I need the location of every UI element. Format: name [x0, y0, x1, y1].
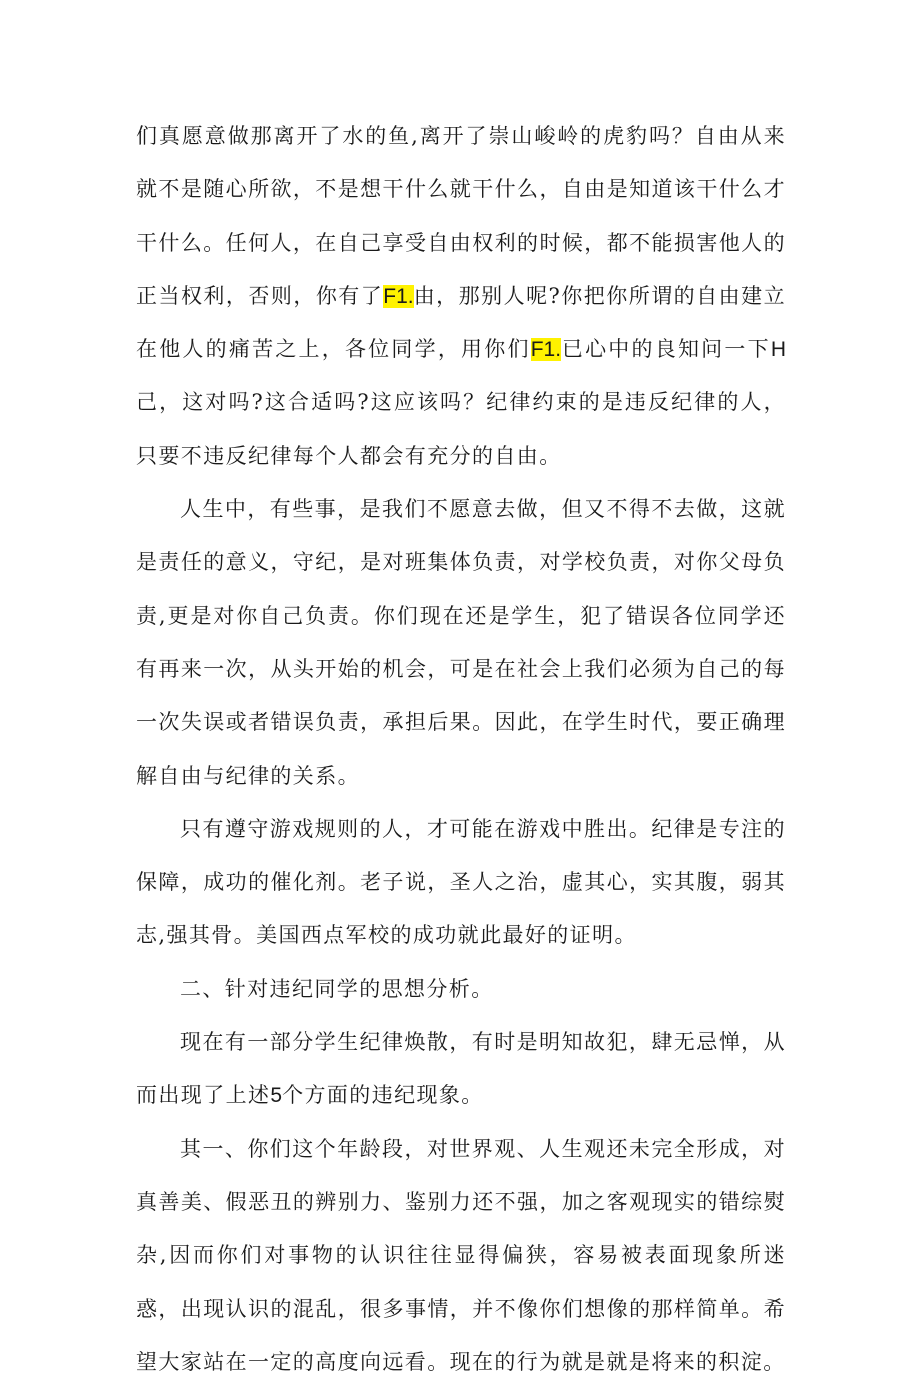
highlighted-artifact: F1. [383, 284, 414, 308]
text-run: 只有遵守游戏规则的人，才可能在游戏中胜出。纪律是专注的保障，成功的催化剂。老子说，圣人之治，虚其心，实其腹，弱其志,强其骨。美国西点军校的成功就此最好的证明。 [136, 816, 786, 948]
highlighted-artifact: F1. [530, 338, 562, 362]
text-run: 人生中，有些事，是我们不愿意去做，但又不得不去做，这就是责任的意义，守纪，是对班集体负责，对学校负责，对你父母负责,更是对你自己负责。你们现在还是学生，犯了错误各位同学还有再来一次，从头开始的机会，可是在社会上我们必须为自己的每一次失误或者错误负责，承担后果。因此，在学生时代，要正确理解自由与纪律的关系。 [136, 497, 786, 788]
text-run: 们真愿意做那离开了水的鱼,离开了崇山峻岭的虎豹吗？自由从来就不是随心所欲，不是想干什么就干什么，自由是知道该干什么才干什么。任何人，在自己享受自由权利的时候，都不能损害他人的正当权利，否则，你有了 [136, 124, 786, 308]
body-text [136, 110, 786, 1389]
text-run: 己，这对吗?这合适吗?这应该吗？纪律约束的是违反纪律的人，只要不违反纪律每个人都会有充分的自由。 [136, 390, 786, 468]
text-run: 个方面的违纪现象。 [282, 1083, 484, 1108]
text-run-latin: H [770, 338, 786, 362]
text-run: 已心中的良知问一下 [561, 337, 771, 362]
text-run: 其一、你们这个年龄段，对世界观、人生观还未完全形成，对真善美、假恶丑的辨别力、鉴别力还不强，加之客观现实的错综熨杂,因而你们对事物的认识往往显得偏狭，容易被表面现象所迷惑，出现认识的混乱，很多事情，并不像你们想像的那样简单。希望大家站在一定的高度向远看。现在的行为就是就是将来的积淀。 [136, 1136, 786, 1374]
heading-text: 二、针对违纪同学的思想分析。 [180, 976, 494, 1001]
paragraph-first-point [136, 1123, 786, 1389]
paragraph-freedom [136, 110, 786, 483]
text-run: 由，那别人呢?你把你所谓的自由建立在他人的痛苦之上，各位同学，用你们 [136, 283, 786, 362]
text-run-number: 5 [270, 1084, 283, 1108]
text-run: 现在有一部分学生纪律焕散，有时是明知故犯，肆无忌惮，从而出现了上述 [136, 1030, 786, 1108]
paragraph-rules [136, 803, 786, 963]
paragraph-responsibility [136, 483, 786, 803]
section-heading [136, 963, 786, 1016]
paragraph-discipline [136, 1016, 786, 1123]
